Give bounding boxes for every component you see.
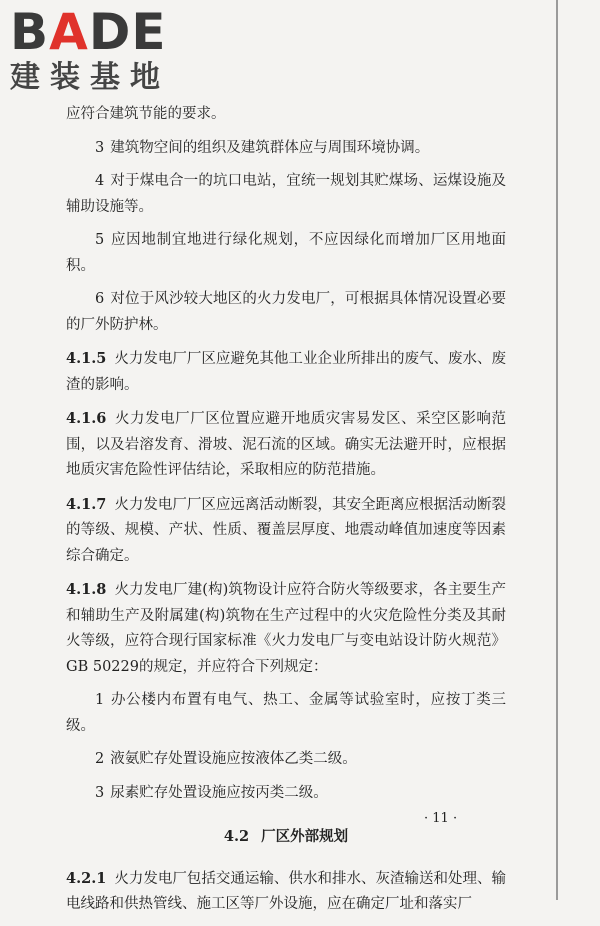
clause-4-1-5: 4.1.5 火力发电厂厂区应避免其他工业企业所排出的废气、废水、废渣的影响。 xyxy=(66,350,506,393)
list-item: 3 建筑物空间的组织及建筑群体应与周围环境协调。 xyxy=(95,139,430,156)
bade-logo xyxy=(10,3,180,96)
list-item: 6 对位于风沙较大地区的火力发电厂，可根据具体情况设置必要的厂外防护林。 xyxy=(66,291,506,333)
logo-subtitle: 建装基地 xyxy=(10,60,170,95)
list-item: 1 办公楼内布置有电气、热工、金属等试验室时，应按丁类三级。 xyxy=(66,692,506,734)
section-heading: 4.2 厂区外部规划 xyxy=(223,828,349,845)
list-item: 3 尿素贮存处置设施应按丙类二级。 xyxy=(95,784,328,801)
logo-wordmark: BADE xyxy=(10,3,167,61)
clause-4-1-6: 4.1.6 火力发电厂厂区位置应避开地质灾害易发区、采空区影响范围，以及岩溶发育、滑坡、泥石流的区域。确实无法避开时，应根据地质灾害危险性评估结论，采取相应的防范措施。 xyxy=(66,410,506,478)
page-edge-line xyxy=(556,0,558,900)
list-item: 5 应因地制宜地进行绿化规划，不应因绿化而增加厂区用地面积。 xyxy=(66,232,506,274)
list-item: 4 对于煤电合一的坑口电站，宜统一规划其贮煤场、运煤设施及辅助设施等。 xyxy=(66,173,506,215)
page-body xyxy=(66,102,506,926)
clause-4-1-7: 4.1.7 火力发电厂厂区应远离活动断裂，其安全距离应根据活动断裂的等级、规模、产状、性质、覆盖层厚度、地震动峰值加速度等因素综合确定。 xyxy=(66,495,506,564)
clause-4-1-8: 4.1.8 火力发电厂建(构)筑物设计应符合防火等级要求，各主要生产和辅助生产及附属建(构)筑物在生产过程中的火灾危险性分类及其耐火等级，应符合现行国家标准《火力发电厂与变电站设计防火规范》GB 50229的规定，并应符合下列规定： xyxy=(66,581,506,675)
continuation-text: 应符合建筑节能的要求。 xyxy=(66,106,226,122)
list-item: 2 液氨贮存处置设施应按液体乙类二级。 xyxy=(95,751,357,767)
clause-4-2-1: 4.2.1 火力发电厂包括交通运输、供水和排水、灰渣输送和处理、输电线路和供热管线、施工区等厂外设施，应在确定厂址和落实厂 xyxy=(66,869,506,912)
page-number: · 11 · xyxy=(424,811,458,826)
